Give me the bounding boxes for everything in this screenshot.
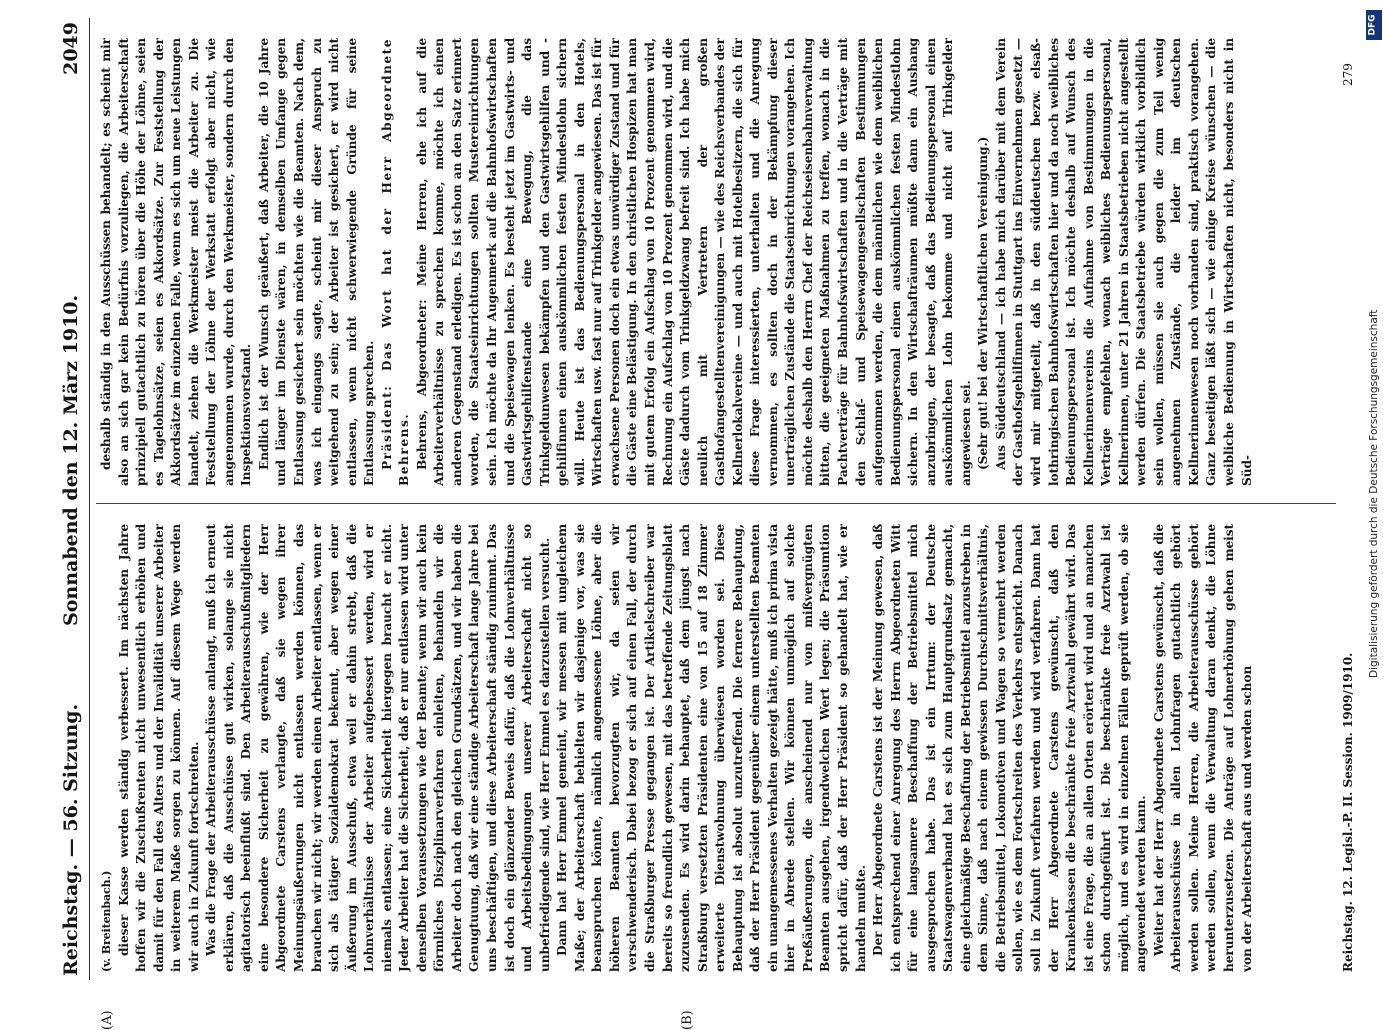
header-rule [89, 18, 90, 980]
margin-marker-a: (A) [100, 1010, 115, 1030]
paragraph: Der Herr Abgeordnete Carstens ist der Meinung gewesen, daß ich entsprechend einer Anregung des Herrn Abgeordneten Witt für eine langsamere Beschaffung der Betriebsmittel mich ausgesprochen habe. Das ist ein Irrtum: der Deutsche Staatswagenverband hat es sich zum Hauptgrundsatz gemacht, eine gleichmäßige Beschaffung der Betriebsmittel anzustreben in dem Sinne, daß nach einem gewissen Durchschnittsverhältnis, die Betriebsmittel, Lokomotiven und Wagen so vermehrt werden sollen, wie es dem Fortschreiten des Verkehrs entspricht. Danach soll in Zukunft verfahren werden und wird verfahren. Dann hat der Herr Abgeordnete Carstens gewünscht, daß den Krankenkassen die beschränkte freie Arztwahl gewährt wird. Das ist eine Frage, die an allen Orten erörtert wird und an manchen schon durchgeführt ist. Die beschränkte freie Arztwahl ist möglich, und es wird in einzelnen Fällen geprüft werden, ob sie angewendet werden kann. [871, 524, 1149, 972]
digitization-credit: Digitalisierung gefördert durch die Deutsche Forschungsgemeinschaft [1368, 309, 1380, 678]
paragraph: deshalb ständig in den Ausschüssen behandelt; es scheint mir also an sich gar kein Bedürfnis vorzuliegen, die Arbeiterschaft prinzipiell gutachtlich zu hören über die Höhe der Löhne, seien es Tagelohnsätze, seien es Akkordsätze. Zur Feststellung der Akkordsätze im einzelnen Falle, wenn es sich um neue Leistungen handelt, ziehen die Werkmeister meist die Arbeiter zu. Die Feststellung der Löhne der Werkstatt erfolgt aber nicht, wie angenommen wurde, durch den Werkmeister, sondern durch den Inspektionsvorstand. [99, 38, 254, 486]
paragraph: Weiter hat der Herr Abgeordnete Carstens gewünscht, daß die Arbeiterausschüsse in allen Lohnfragen gutachtlich gehört werden sollen. Meine Herren, die Arbeiterausschüsse gehört werden sollen, wenn die Verwaltung daran denkt, die Löhne herunterzusetzen. Die Anträge auf Lohnerhöhung gehen meist von der Arbeiterschaft aus und werden schon [1151, 524, 1254, 972]
left-column [98, 524, 1336, 972]
right-column [98, 38, 1336, 486]
document-page [58, 14, 1358, 1030]
header-left: Reichstag. — 56. Sitzung. [60, 703, 82, 976]
president-remark: Präsident: Das Wort hat der Herr Abgeordnete Behrens. [379, 38, 412, 486]
column-divider [96, 503, 1336, 504]
interjection: (Sehr gut! bei der Wirtschaftlichen Vereinigung.) [976, 136, 991, 470]
session-footer: Reichstag. 12. Legisl.-P. II. Session. 1909/1910. [1341, 652, 1355, 972]
header-date: Sonnabend den 12. März 1910. [60, 294, 82, 626]
paragraph: dieser Kasse werden ständig verbessert. Im nächsten Jahre hoffen wir die Zuschußrenten nicht unwesentlich erhöhen und damit für den Fall des Alters und der Invalidität unserer Arbeiter in weiterem Maße sorgen zu können. Auf diesem Wege werden wir auch in Zukunft fortschreiten. [116, 524, 201, 972]
margin-marker-b: (B) [680, 1010, 695, 1030]
header-page-number: 2049 [60, 22, 82, 75]
paragraph: Aus Süddeutschland — ich habe mich darüber mit dem Verein der Gasthofsgehilfinnen in Stuttgart ins Einvernehmen gesetzt — wird mir mitgeteilt, daß in den süddeutschen bezw. elsaß-lothringischen Bahnhofswirtschaften hier und da noch weibliches Bedienungspersonal ist. Ich möchte deshalb auf Wunsch des Kellnerinnenvereins die Aufnahme von Bestimmungen in die Verträge empfehlen, wonach weibliches Bedienungspersonal, Kellnerinnen, unter 21 Jahren in Staatsbetrieben nicht angestellt werden dürfen. Die Staatsbetriebe würden wirklich vorbildlich sein wollen, müssen sie auch gegen die zum Teil wenig angenehmen Zustände, die leider im deutschen Kellnerinnenwesen noch vorhanden sind, praktisch vorangehen. Ganz beseitigen läßt sich — wie einige Kreise wünschen — die weibliche Bedienung in Wirtschaften nicht, besonders nicht in Süd- [993, 38, 1254, 486]
paragraph: Dann hat Herr Emmel gemeint, wir messen mit ungleichem Maße; der Arbeiterschaft behielten wir dasjenige vor, was sie beanspruchen könnte, nämlich angemessene Löhne, aber die höheren Beamten bevorzugten wir, da seien wir verschwenderisch. Dabei bezog er sich auf einen Fall, der durch die Straßburger Presse gegangen ist. Der Artikelschreiber war bereits so freundlich gewesen, mit das betreffende Zeitungsblatt zuzusenden. Es wird darin behauptet, daß dem jüngst nach Straßburg versetzten Präsidenten eine von 15 auf 18 Zimmer erweiterte Dienstwohnung überwiesen worden sei. Diese Behauptung ist absolut unzutreffend. Die fernere Behauptung, daß der Herr Präsident gegenüber einem unterstellten Beamten ein unangemessenes Verhalten gezeigt hätte, muß ich prima vista hier in Abrede stellen. Wir können unmöglich auf solche Preßäußerungen, die anscheinend nur von mißvergnügten Beamten ausgehen, irgendwelchen Wert legen; die Präsumtion spricht dafür, daß der Herr Präsident so gehandelt hat, wie er handeln mußte. [555, 524, 868, 972]
sheet-number: 279 [1341, 63, 1355, 86]
paragraph: Behrens, Abgeordneter: Meine Herren, ehe ich auf die Arbeiterverhältnisse zu sprechen komme, möchte ich einen anderen Gegenstand erledigen. Es ist schon an den Satz erinnert worden, die Staatseinrichtungen sollten Mustereinrichtungen sein. Ich möchte da Ihr Augenmerk auf die Bahnhofswirtschaften und die Speisewagen lenken. Es besteht jetzt im Gastwirts- und Gastwirtsgehilfenstande eine Bewegung, die das Trinkgeldunwesen bekämpfen und den Gastwirtsgehilfen und -gehilfinnen einen auskömmlichen festen Mindestlohn sichern will. Heute ist das Bedienungspersonal in den Hotels, Wirtschaften usw. fast nur auf Trinkgelder angewiesen. Das ist für erwachsene Personen doch ein etwas unwürdiger Zustand und für die Gäste eine Belästigung. In den christlichen Hospizen hat man mit gutem Erfolg ein Aufschlag von 10 Prozent genommen wird, Rechnung ein Aufschlag von 10 Prozent genommen wird, und die Gäste dadurch vom Trinkgeldzwang befreit sind. Ich habe mich neulich mit Vertretern der großen Gasthofangestelltenvereinigungen — wie des Reichsverbandes der Kellnerlokalvereine — und auch mit Hotelbesitzern, die sich für diese Frage interessierten, unterhalten und die Anregung vernommen, es sollten doch in der Bekämpfung dieser unerträglichen Zustände die Staatseinrichtungen vorangehen. Ich möchte deshalb den Herrn Chef der Reichseisenbahnverwaltung bitten, die geeigneten Maßnahmen zu treffen, wonach in die Pachtverträge für Bahnhofswirtschaften und in die Verträge mit den Schlaf- und Speisewagengesellschaften Bestimmungen aufgenommen werden, die dem männlichen wie dem weiblichen Bedienungspersonal einen auskömmlichen festen Mindestlohn sichern. In den Wirtschafträumen müßte dann ein Aushang anzubringen, der besagte, daß das Bedienungspersonal einen auskömmlichen Lohn bekomme und nicht auf Trinkgelder angewiesen sei. [414, 38, 973, 486]
running-header [58, 14, 88, 986]
digitization-sidebar [1366, 10, 1382, 990]
speaker-runin: (v. Breitenbach.) [100, 870, 113, 972]
paragraph: Was die Frage der Arbeiterausschüsse anlangt, muß ich erneut erklären, daß die Ausschüsse gut wirken, solange sie nicht agitatorisch beeinflußt sind. Den Arbeiterausschußmitgliedern eine besondere Sicherheit zu gewähren, wie der Herr Abgeordnete Carstens verlangte, daß sie wegen ihrer Meinungsäußerungen nicht entlassen werden können, das brauchen wir nicht; wir werden einen Arbeiter entlassen, wenn er sich als tätiger Sozialdemokrat bekennt, aber wegen einer Äußerung im Ausschuß, etwa weil er dahin strebt, daß die Lohnverhältnisse der Arbeiter aufgebessert werden, wird er niemals entlassen; eine Sicherheit hiergegen braucht er nicht. Jeder Arbeiter hat die Sicherheit, daß er nur entlassen wird unter denselben Voraussetzungen wie der Beamte; wenn wir auch kein förmliches Disziplinarverfahren einleiten, behandeln wir die Arbeiter doch nach den gleichen Grundsätzen, und wir haben die Genugtuung, daß wir eine ständige Arbeiterschaft lange Jahre bei uns beschäftigen, und diese Arbeiterschaft ständig zunimmt. Das ist doch ein glänzender Beweis dafür, daß die Lohnverhältnisse und Arbeitsbedingungen unserer Arbeiterschaft nicht so unbefriedigende sind, wie Herr Emmel es darzustellen versucht. [204, 524, 552, 972]
dfg-logo: DFG [1366, 10, 1382, 40]
paragraph: Endlich ist der Wunsch geäußert, daß Arbeiter, die 10 Jahre und länger im Dienste wären, in demselben Umfange gegen Entlassung gesichert sein möchten wie die Beamten. Nach dem, was ich eingangs sagte, scheint mir dieser Anspruch zu weitgehend zu sein; der Arbeiter ist gesichert, er wird nicht entlassen, wenn nicht schwerwiegende Gründe für seine Entlassung sprechen. [256, 38, 377, 486]
